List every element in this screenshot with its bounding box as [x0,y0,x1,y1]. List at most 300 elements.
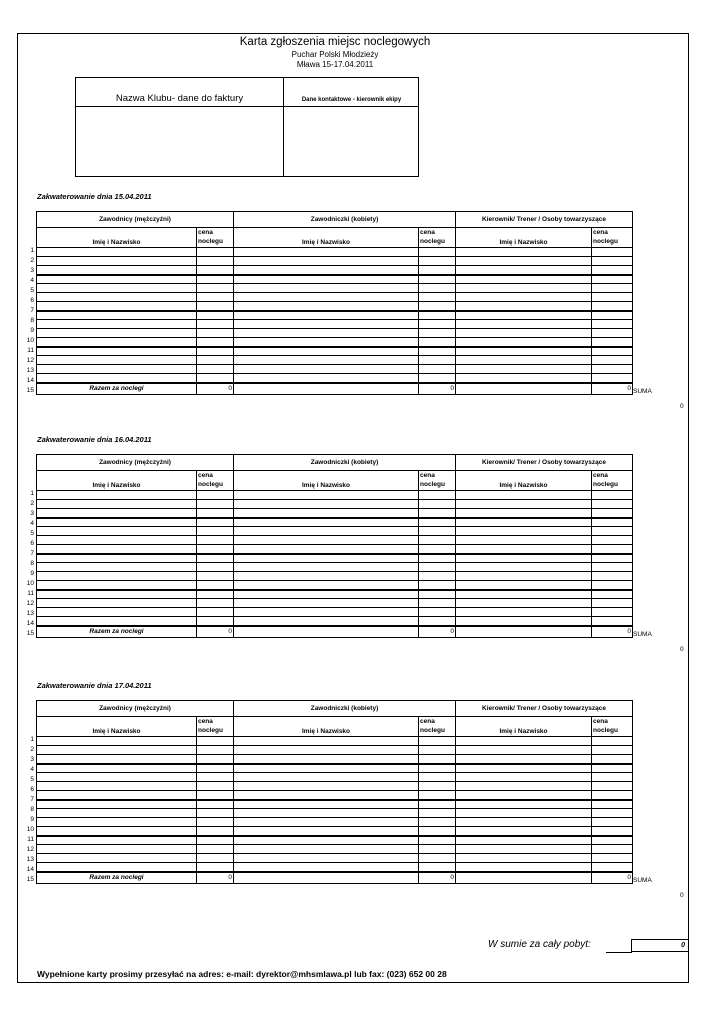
entry-cell[interactable] [234,338,419,347]
entry-cell[interactable] [592,527,633,536]
entry-cell[interactable] [234,782,419,791]
entry-cell[interactable] [234,809,419,818]
entry-cell[interactable] [419,302,456,311]
header-price: cena noclegu [419,471,456,491]
entry-cell[interactable] [419,491,456,500]
entry-cell[interactable] [197,800,234,809]
row-number: 3 [30,510,34,517]
entry-cell[interactable] [37,491,197,500]
entry-cell[interactable] [592,854,633,863]
entry-cell[interactable] [37,329,197,338]
table-row [37,773,633,782]
entry-cell[interactable] [456,284,592,293]
entry-cell[interactable] [197,338,234,347]
entry-cell[interactable] [234,329,419,338]
entry-cell[interactable] [592,581,633,590]
entry-cell[interactable] [234,536,419,545]
entry-cell[interactable] [456,365,592,374]
entry-cell[interactable] [456,773,592,782]
entry-cell[interactable] [456,800,592,809]
entry-cell[interactable] [419,773,456,782]
entry-cell[interactable] [197,491,234,500]
entry-cell[interactable] [234,746,419,755]
entry-cell[interactable] [234,284,419,293]
entry-cell[interactable] [592,347,633,356]
entry-cell[interactable] [197,608,234,617]
entry-cell[interactable] [419,554,456,563]
entry-cell[interactable] [37,773,197,782]
entry-cell[interactable] [419,338,456,347]
entry-cell[interactable] [592,791,633,800]
entry-cell[interactable] [197,320,234,329]
entry-cell[interactable] [197,266,234,275]
entry-cell[interactable] [197,581,234,590]
entry-cell[interactable] [456,527,592,536]
entry-cell[interactable] [419,275,456,284]
entry-cell[interactable] [37,764,197,773]
entry-cell[interactable] [234,365,419,374]
entry-cell[interactable] [419,284,456,293]
entry-cell[interactable] [197,545,234,554]
entry-cell[interactable] [37,302,197,311]
entry-cell[interactable] [456,320,592,329]
entry-cell[interactable] [37,599,197,608]
entry-cell[interactable] [37,275,197,284]
entry-cell[interactable] [37,608,197,617]
entry-cell[interactable] [37,545,197,554]
entry-cell[interactable] [419,293,456,302]
entry-cell[interactable] [197,536,234,545]
entry-cell[interactable] [197,356,234,365]
entry-cell[interactable] [37,554,197,563]
entry-cell[interactable] [456,329,592,338]
entry-cell[interactable] [37,284,197,293]
entry-cell[interactable] [37,854,197,863]
entry-cell[interactable] [234,248,419,257]
entry-cell[interactable] [419,347,456,356]
entry-cell[interactable] [197,617,234,626]
entry-cell[interactable] [592,536,633,545]
entry-cell[interactable] [234,563,419,572]
entry-cell[interactable] [419,311,456,320]
header-staff: Kierownik/ Trener / Osoby towarzyszące [456,212,633,228]
row-number: 14 [26,377,34,384]
entry-cell[interactable] [456,293,592,302]
entry-cell[interactable] [197,773,234,782]
entry-cell[interactable] [456,590,592,599]
entry-cell[interactable] [234,527,419,536]
entry-cell[interactable] [37,563,197,572]
entry-cell[interactable] [592,617,633,626]
entry-cell[interactable] [37,818,197,827]
entry-cell[interactable] [592,836,633,845]
entry-cell[interactable] [197,347,234,356]
entry-cell[interactable] [456,791,592,800]
entry-cell[interactable] [419,590,456,599]
entry-cell[interactable] [456,554,592,563]
entry-cell[interactable] [197,527,234,536]
men-total: 0 [197,626,234,638]
entry-cell[interactable] [592,572,633,581]
entry-cell[interactable] [456,302,592,311]
entry-cell[interactable] [37,617,197,626]
entry-cell[interactable] [234,791,419,800]
entry-cell[interactable] [37,782,197,791]
entry-cell[interactable] [456,581,592,590]
entry-cell[interactable] [234,608,419,617]
entry-cell[interactable] [456,347,592,356]
entry-cell[interactable] [234,599,419,608]
entry-cell[interactable] [419,509,456,518]
entry-cell[interactable] [234,347,419,356]
entry-cell[interactable] [592,608,633,617]
entry-cell[interactable] [456,755,592,764]
entry-cell[interactable] [456,545,592,554]
entry-cell[interactable] [197,827,234,836]
entry-cell[interactable] [234,311,419,320]
entry-cell[interactable] [234,320,419,329]
entry-cell[interactable] [234,275,419,284]
entry-cell[interactable] [197,518,234,527]
entry-cell[interactable] [234,500,419,509]
entry-cell[interactable] [234,356,419,365]
entry-cell[interactable] [234,518,419,527]
entry-cell[interactable] [197,845,234,854]
entry-cell[interactable] [456,854,592,863]
entry-cell[interactable] [419,320,456,329]
entry-cell[interactable] [197,275,234,284]
entry-cell[interactable] [234,509,419,518]
entry-cell[interactable] [419,365,456,374]
suma-label: SUMA [633,631,652,638]
header-name: Imię i Nazwisko [456,228,592,248]
entry-cell[interactable] [197,863,234,872]
row-number: 5 [30,530,34,537]
entry-cell[interactable] [456,617,592,626]
entry-cell[interactable] [456,599,592,608]
entry-cell[interactable] [234,818,419,827]
entry-cell[interactable] [419,617,456,626]
entry-cell[interactable] [592,491,633,500]
entry-cell[interactable] [592,374,633,383]
entry-cell[interactable] [234,374,419,383]
entry-cell[interactable] [419,746,456,755]
entry-cell[interactable] [37,536,197,545]
entry-cell[interactable] [419,827,456,836]
entry-cell[interactable] [37,581,197,590]
entry-cell[interactable] [592,746,633,755]
entry-cell[interactable] [37,572,197,581]
entry-cell[interactable] [234,581,419,590]
entry-cell[interactable] [592,845,633,854]
entry-cell[interactable] [456,845,592,854]
entry-cell[interactable] [197,293,234,302]
entry-cell[interactable] [419,329,456,338]
entry-cell[interactable] [592,599,633,608]
entry-cell[interactable] [37,845,197,854]
header-price: cena noclegu [197,471,234,491]
entry-cell[interactable] [419,266,456,275]
entry-cell[interactable] [592,773,633,782]
entry-cell[interactable] [592,827,633,836]
entry-cell[interactable] [456,764,592,773]
entry-cell[interactable] [456,572,592,581]
entry-cell[interactable] [234,302,419,311]
entry-cell[interactable] [234,737,419,746]
entry-cell[interactable] [37,800,197,809]
entry-cell[interactable] [419,836,456,845]
entry-cell[interactable] [419,608,456,617]
entry-cell[interactable] [197,791,234,800]
row-number: 8 [30,560,34,567]
header-price: cena noclegu [419,717,456,737]
entry-cell[interactable] [456,608,592,617]
entry-cell[interactable] [234,266,419,275]
entry-cell[interactable] [419,572,456,581]
entry-cell[interactable] [456,509,592,518]
entry-cell[interactable] [592,275,633,284]
entry-cell[interactable] [592,554,633,563]
entry-cell[interactable] [592,248,633,257]
row-number: 10 [26,337,34,344]
entry-cell[interactable] [456,827,592,836]
entry-cell[interactable] [419,527,456,536]
entry-cell[interactable] [234,572,419,581]
entry-cell[interactable] [37,527,197,536]
entry-cell[interactable] [592,764,633,773]
entry-cell[interactable] [197,500,234,509]
entry-cell[interactable] [37,293,197,302]
entry-cell[interactable] [234,845,419,854]
entry-cell[interactable] [197,554,234,563]
entry-cell[interactable] [234,257,419,266]
entry-cell[interactable] [419,854,456,863]
entry-cell[interactable] [37,266,197,275]
entry-cell[interactable] [197,599,234,608]
club-label: Nazwa Klubu- dane do faktury [115,93,244,104]
row-number: 15 [26,630,34,637]
entry-cell[interactable] [234,755,419,764]
entry-cell[interactable] [234,293,419,302]
entry-cell[interactable] [37,755,197,764]
entry-cell[interactable] [37,365,197,374]
entry-cell[interactable] [37,500,197,509]
entry-cell[interactable] [234,773,419,782]
entry-cell[interactable] [234,545,419,554]
entry-cell[interactable] [234,836,419,845]
entry-cell[interactable] [456,563,592,572]
entry-cell[interactable] [592,338,633,347]
entry-cell[interactable] [197,302,234,311]
entry-cell[interactable] [234,827,419,836]
entry-cell[interactable] [456,275,592,284]
entry-cell[interactable] [37,248,197,257]
entry-cell[interactable] [419,782,456,791]
entry-cell[interactable] [456,356,592,365]
entry-cell[interactable] [592,755,633,764]
entry-cell[interactable] [419,800,456,809]
entry-cell[interactable] [37,836,197,845]
entry-cell[interactable] [419,563,456,572]
entry-cell[interactable] [197,746,234,755]
entry-cell[interactable] [37,737,197,746]
entry-cell[interactable] [37,863,197,872]
entry-cell[interactable] [592,302,633,311]
entry-cell[interactable] [37,356,197,365]
entry-cell[interactable] [419,536,456,545]
entry-cell[interactable] [419,791,456,800]
entry-cell[interactable] [456,257,592,266]
entry-cell[interactable] [234,554,419,563]
entry-cell[interactable] [456,836,592,845]
row-number: 10 [26,580,34,587]
row-number: 2 [30,500,34,507]
entry-cell[interactable] [197,836,234,845]
header-men: Zawodnicy (mężczyźni) [37,455,234,471]
entry-cell[interactable] [419,764,456,773]
entry-cell[interactable] [456,782,592,791]
entry-cell[interactable] [592,500,633,509]
entry-cell[interactable] [197,257,234,266]
entry-cell[interactable] [419,845,456,854]
entry-cell[interactable] [197,329,234,338]
entry-cell[interactable] [592,284,633,293]
women-total: 0 [419,872,456,884]
entry-cell[interactable] [456,518,592,527]
table-row [37,257,633,266]
entry-cell[interactable] [197,509,234,518]
entry-cell[interactable] [197,764,234,773]
entry-cell[interactable] [456,818,592,827]
entry-cell[interactable] [234,854,419,863]
entry-cell[interactable] [37,338,197,347]
table-row [37,509,633,518]
entry-cell[interactable] [592,320,633,329]
entry-cell[interactable] [234,764,419,773]
entry-cell[interactable] [456,500,592,509]
entry-cell[interactable] [37,791,197,800]
entry-cell[interactable] [419,257,456,266]
entry-cell[interactable] [592,293,633,302]
entry-cell[interactable] [234,863,419,872]
entry-cell[interactable] [456,266,592,275]
entry-cell[interactable] [419,374,456,383]
row-number: 12 [26,357,34,364]
entry-cell[interactable] [419,500,456,509]
entry-cell[interactable] [37,590,197,599]
entry-cell[interactable] [419,248,456,257]
entry-cell[interactable] [456,338,592,347]
table-row [37,599,633,608]
row-number: 2 [30,257,34,264]
entry-cell[interactable] [592,782,633,791]
entry-cell[interactable] [197,854,234,863]
entry-cell[interactable] [456,311,592,320]
entry-cell[interactable] [456,536,592,545]
entry-cell[interactable] [592,563,633,572]
entry-cell[interactable] [419,599,456,608]
entry-cell[interactable] [456,491,592,500]
entry-cell[interactable] [419,581,456,590]
entry-cell[interactable] [419,737,456,746]
entry-cell[interactable] [37,518,197,527]
entry-cell[interactable] [592,509,633,518]
entry-cell[interactable] [197,809,234,818]
entry-cell[interactable] [456,374,592,383]
entry-cell[interactable] [592,518,633,527]
page-subtitle: Puchar Polski Młodzieży [291,50,379,59]
entry-cell[interactable] [197,248,234,257]
entry-cell[interactable] [197,284,234,293]
entry-cell[interactable] [456,863,592,872]
entry-cell[interactable] [456,248,592,257]
entry-cell[interactable] [37,827,197,836]
table-row [37,836,633,845]
entry-cell[interactable] [197,374,234,383]
entry-cell[interactable] [197,572,234,581]
entry-cell[interactable] [197,365,234,374]
entry-cell[interactable] [592,800,633,809]
entry-cell[interactable] [456,746,592,755]
entry-cell[interactable] [37,347,197,356]
entry-cell[interactable] [37,374,197,383]
entry-cell[interactable] [234,617,419,626]
entry-cell[interactable] [592,311,633,320]
entry-cell[interactable] [37,809,197,818]
entry-cell[interactable] [592,590,633,599]
table-row [37,554,633,563]
entry-cell[interactable] [37,746,197,755]
entry-cell[interactable] [197,590,234,599]
entry-cell[interactable] [234,800,419,809]
entry-cell[interactable] [419,755,456,764]
entry-cell[interactable] [419,818,456,827]
entry-cell[interactable] [197,563,234,572]
entry-cell[interactable] [592,863,633,872]
entry-cell[interactable] [592,737,633,746]
entry-cell[interactable] [37,257,197,266]
entry-cell[interactable] [592,257,633,266]
entry-cell[interactable] [592,818,633,827]
entry-cell[interactable] [419,356,456,365]
entry-cell[interactable] [419,518,456,527]
entry-cell[interactable] [197,818,234,827]
entry-cell[interactable] [592,365,633,374]
entry-cell[interactable] [592,329,633,338]
entry-cell[interactable] [37,320,197,329]
entry-cell[interactable] [197,311,234,320]
entry-cell[interactable] [456,809,592,818]
entry-cell[interactable] [234,491,419,500]
entry-cell[interactable] [419,809,456,818]
entry-cell[interactable] [419,863,456,872]
entry-cell[interactable] [234,590,419,599]
row-number: 14 [26,620,34,627]
entry-cell[interactable] [419,545,456,554]
entry-cell[interactable] [592,545,633,554]
entry-cell[interactable] [37,311,197,320]
entry-cell[interactable] [592,266,633,275]
entry-cell[interactable] [197,737,234,746]
entry-cell[interactable] [456,737,592,746]
entry-cell[interactable] [197,782,234,791]
table-row [37,737,633,746]
entry-cell[interactable] [592,809,633,818]
total-stay-value[interactable]: 0 [631,939,689,952]
entry-cell[interactable] [592,356,633,365]
entry-cell[interactable] [197,755,234,764]
entry-cell[interactable] [37,509,197,518]
